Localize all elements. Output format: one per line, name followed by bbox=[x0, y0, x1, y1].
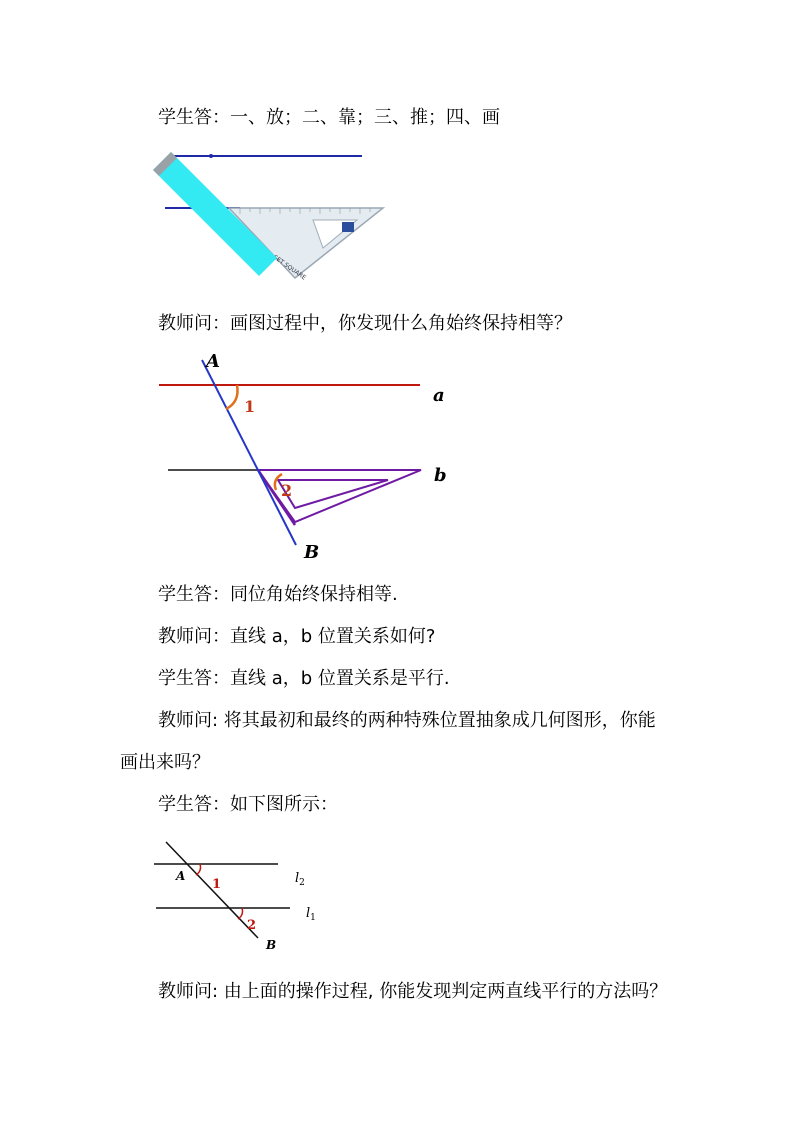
angle-2-number: 2 bbox=[281, 481, 293, 500]
label-l1 bbox=[306, 906, 316, 923]
line-start-dot bbox=[209, 154, 213, 158]
teacher-question-abstract-line1: 教师问: 将其最初和最终的两种特殊位置抽象成几何图形，你能 bbox=[158, 710, 656, 731]
label-l2-letter: l bbox=[295, 871, 300, 886]
label-B: B bbox=[304, 542, 320, 563]
label-l1-subscript: 1 bbox=[310, 913, 316, 923]
parallel-lines-figure bbox=[150, 835, 350, 965]
teacher-question-abstract-line2: 画出来吗？ bbox=[120, 752, 210, 773]
angle-1-number: 1 bbox=[244, 397, 256, 416]
teacher-question-relation: 教师问：直线 a，b 位置关系如何? bbox=[158, 626, 436, 647]
label-B: B bbox=[266, 938, 277, 952]
ruler-set-square-figure bbox=[145, 140, 405, 290]
student-answer-parallel: 学生答：直线 a，b 位置关系是平行. bbox=[158, 668, 450, 689]
label-l1-letter: l bbox=[306, 906, 311, 921]
angle-1-arc bbox=[226, 385, 238, 409]
student-answer-corresponding: 学生答：同位角始终保持相等. bbox=[158, 584, 398, 605]
triangle-inner bbox=[278, 480, 388, 508]
angle-1-number: 1 bbox=[212, 877, 222, 892]
label-l2 bbox=[295, 871, 305, 888]
teacher-question-angle: 教师问：画图过程中，你发现什么角始终保持相等？ bbox=[158, 313, 572, 334]
set-square-text: SET SQUARE bbox=[271, 253, 308, 282]
corresponding-angles-figure bbox=[150, 350, 470, 563]
student-answer-steps: 学生答：一、放；二、靠；三、推；四、画 bbox=[158, 107, 500, 128]
transversal-AB bbox=[202, 360, 296, 545]
student-answer-figure: 学生答：如下图所示： bbox=[158, 794, 338, 815]
set-square-badge bbox=[342, 222, 354, 232]
label-b: b bbox=[434, 465, 447, 486]
label-l2-subscript: 2 bbox=[299, 878, 305, 888]
teacher-question-method: 教师问: 由上面的操作过程, 你能发现判定两直线平行的方法吗？ bbox=[158, 981, 668, 1002]
label-A: A bbox=[206, 351, 220, 372]
label-A: A bbox=[176, 869, 186, 883]
angle-2-number: 2 bbox=[247, 918, 257, 933]
label-a: a bbox=[433, 385, 445, 406]
